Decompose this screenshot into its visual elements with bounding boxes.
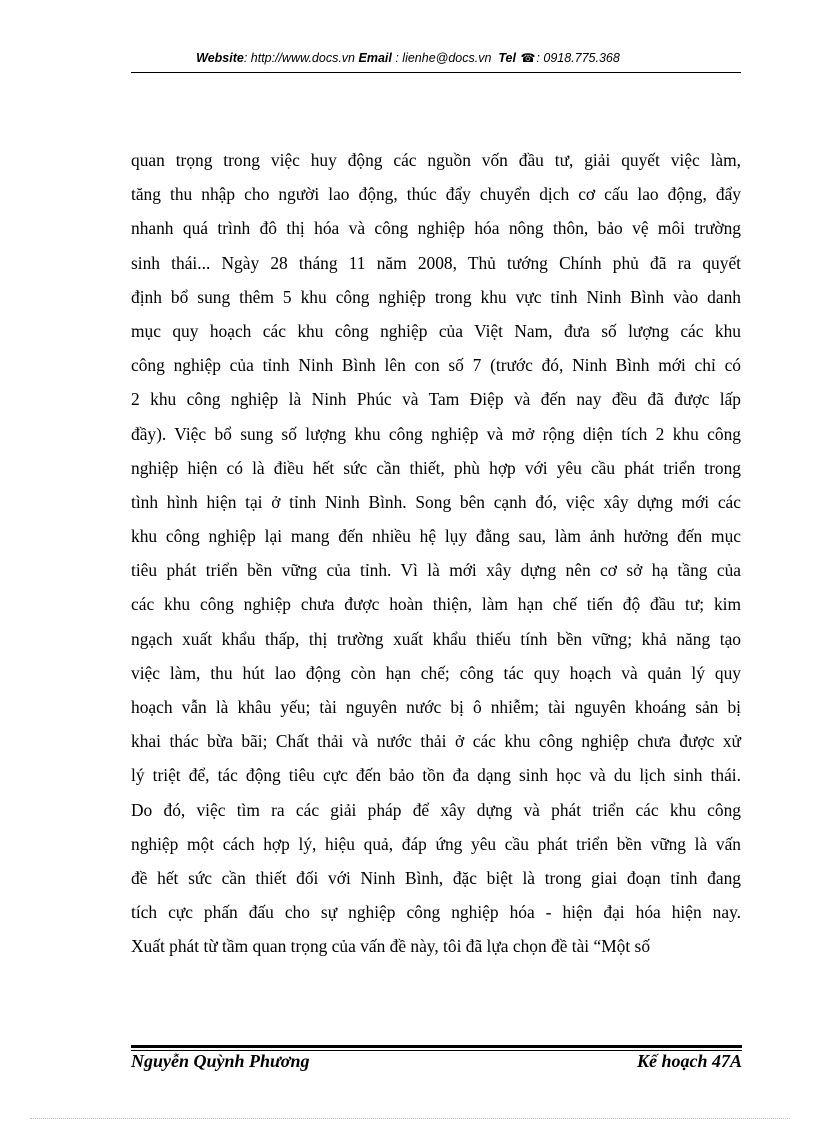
page-bottom-border xyxy=(30,1118,790,1119)
body-line: nghiệp hiện có là điều hết sức cần thiết, phù hợp với yêu cầu phát triển trong xyxy=(131,457,741,478)
body-line: tăng thu nhập cho người lao động, thúc đẩy chuyển dịch cơ cấu lao động, đẩy xyxy=(131,184,741,205)
body-line: việc làm, thu hút lao động còn hạn chế; công tác quy hoạch và quản lý quy xyxy=(131,662,741,683)
body-line: đề hết sức cần thiết đối với Ninh Bình, đặc biệt là trong giai đoạn tỉnh đang xyxy=(131,867,741,888)
body-line: ngạch xuất khẩu thấp, thị trường xuất khẩu thiếu tính bền vững; khả năng tạo xyxy=(131,628,741,649)
body-line: đầy). Việc bổ sung số lượng khu công nghiệp và mở rộng diện tích 2 khu công xyxy=(131,423,741,444)
body-line: định bổ sung thêm 5 khu công nghiệp trong khu vực tỉnh Ninh Bình vào danh xyxy=(131,286,741,307)
website-label: Website xyxy=(196,51,244,65)
body-line: mục quy hoạch các khu công nghiệp của Việt Nam, đưa số lượng các khu xyxy=(131,320,741,341)
email-label: Email xyxy=(358,51,392,65)
body-line: Xuất phát từ tầm quan trọng của vấn đề này, tôi đã lựa chọn đề tài “Một số xyxy=(131,936,651,957)
body-line: các khu công nghiệp chưa được hoàn thiện, làm hạn chế tiến độ đầu tư; kim xyxy=(131,594,741,615)
body-line: nhanh quá trình đô thị hóa và công nghiệp hóa nông thôn, bảo vệ môi trường xyxy=(131,218,741,239)
body-line: khai thác bừa bãi; Chất thải và nước thải ở các khu công nghiệp chưa được xử xyxy=(131,731,741,752)
body-line: hoạch vẫn là khâu yếu; tài nguyên nước bị ô nhiễm; tài nguyên khoáng sản bị xyxy=(131,697,741,717)
body-line: tiêu phát triển bền vững của tỉnh. Vì là mới xây dựng nên cơ sở hạ tầng của xyxy=(131,560,741,581)
body-line: tình hình hiện tại ở tỉnh Ninh Bình. Song bên cạnh đó, việc xây dựng mới các xyxy=(131,491,741,512)
body-line: quan trọng trong việc huy động các nguồn vốn đầu tư, giải quyết việc làm, xyxy=(131,150,741,170)
body-line: công nghiệp của tỉnh Ninh Bình lên con số 7 (trước đó, Ninh Bình mới chỉ có xyxy=(131,355,741,376)
website-value: : http://www.docs.vn xyxy=(243,51,356,65)
body-line: lý triệt để, tác động tiêu cực đến bảo tồn đa dạng sinh học và du lịch sinh thái. xyxy=(131,765,741,786)
header-divider xyxy=(131,72,741,73)
phone-icon: ☎ xyxy=(520,51,536,65)
email-value: : lienhe@docs.vn xyxy=(395,51,492,65)
body-line: 2 khu công nghiệp là Ninh Phúc và Tam Điệp và đến nay đều đã được lấp xyxy=(131,389,741,410)
tel-value: : 0918.775.368 xyxy=(536,51,620,65)
page-header xyxy=(0,51,816,65)
tel-label: Tel xyxy=(498,51,516,65)
footer-divider-thick xyxy=(131,1045,742,1048)
body-line: khu công nghiệp lại mang đến nhiều hệ lụy đằng sau, làm ảnh hưởng đến mục xyxy=(131,526,741,547)
footer-author: Nguyễn Quỳnh Phương xyxy=(131,1051,310,1071)
body-paragraph xyxy=(131,143,741,964)
footer-class: Kế hoạch 47A xyxy=(636,1051,742,1071)
body-line: nghiệp một cách hợp lý, hiệu quả, đáp ứng yêu cầu phát triển bền vững là vấn xyxy=(131,833,741,854)
body-line: sinh thái... Ngày 28 tháng 11 năm 2008, Thủ tướng Chính phủ đã ra quyết xyxy=(131,252,741,273)
body-line: Do đó, việc tìm ra các giải pháp để xây dựng và phát triển các khu công xyxy=(131,799,741,820)
body-line: tích cực phấn đấu cho sự nghiệp công nghiệp hóa - hiện đại hóa hiện nay. xyxy=(131,902,741,923)
